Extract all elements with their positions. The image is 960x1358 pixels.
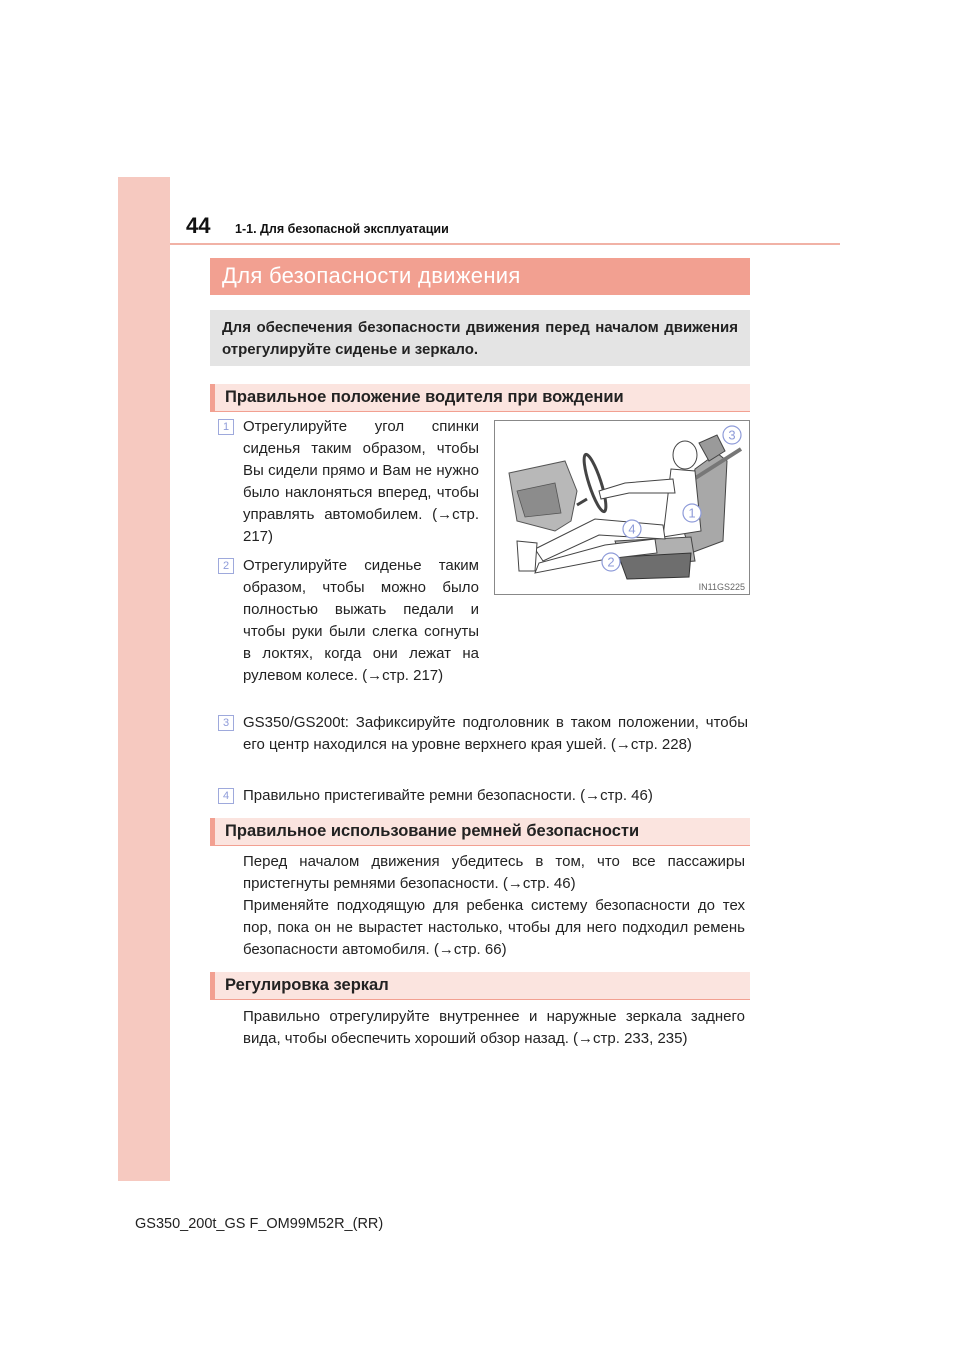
driver-seat-drawing xyxy=(495,421,749,594)
paragraph-seat-belts: Перед началом движения убедитесь в том, что все пассажиры пристегнуты ремнями безопасности. (→стр. 46) xyxy=(243,853,745,892)
section-reference: 1-1. Для безопасной эксплуатации xyxy=(235,222,449,236)
callout-3-label: 3 xyxy=(728,427,736,443)
item-number-badge: 1 xyxy=(218,419,234,435)
driver-position-illustration xyxy=(494,420,750,595)
item-text: Отрегулируйте угол спинки сиденья таким образом, чтобы Вы сидели прямо и Вам не нужно было наклоняться вперед, чтобы управлять автомобилем. (→стр. 217) xyxy=(243,418,479,545)
header-divider xyxy=(170,243,840,245)
item-number-badge: 3 xyxy=(218,715,234,731)
section-heading-driver-position xyxy=(210,384,750,412)
section-heading-mirrors xyxy=(210,972,750,1000)
section-heading-seat-belts xyxy=(210,818,750,846)
item-number-badge: 4 xyxy=(218,788,234,804)
item-text: Правильно пристегивайте ремни безопасности. (→стр. 46) xyxy=(243,787,653,804)
section-heading-text: Регулировка зеркал xyxy=(225,976,389,994)
section-heading-text: Правильное использование ремней безопасности xyxy=(225,822,640,840)
paragraph-child-restraint: Применяйте подходящую для ребенка систему безопасности до тех пор, пока он не вырастет настолько, чтобы для него подходил ремень безопасности автомобиля. (→стр. 66) xyxy=(243,897,745,958)
callout-4-label: 4 xyxy=(628,521,636,537)
callout-1-label: 1 xyxy=(688,505,696,521)
paragraph-mirrors: Правильно отрегулируйте внутреннее и наружные зеркала заднего вида, чтобы обеспечить хороший обзор назад. (→стр. 233, 235) xyxy=(243,1008,745,1047)
side-band xyxy=(118,177,170,1181)
page-title-bar xyxy=(210,258,750,295)
section-heading-text: Правильное положение водителя при вождении xyxy=(225,388,624,406)
callout-2-label: 2 xyxy=(607,554,615,570)
item-text: Отрегулируйте сиденье таким образом, чтобы можно было полностью выжать педали и чтобы руки были слегка согнуты в локтях, когда они лежат на рулевом колесе. (→стр. 217) xyxy=(243,557,479,684)
page-title: Для безопасности движения xyxy=(222,263,521,288)
intro-text: Для обеспечения безопасности движения перед началом движения отрегулируйте сиденье и зеркало. xyxy=(222,319,738,358)
page-number: 44 xyxy=(186,213,211,238)
footer-model-code: GS350_200t_GS F_OM99M52R_(RR) xyxy=(135,1216,384,1232)
item-number-badge: 2 xyxy=(218,558,234,574)
figure-code: IN11GS225 xyxy=(698,582,745,592)
item-text: GS350/GS200t: Зафиксируйте подголовник в таком положении, чтобы его центр находился на уровне верхнего края ушей. (→стр. 228) xyxy=(243,714,748,753)
intro-box xyxy=(210,310,750,366)
